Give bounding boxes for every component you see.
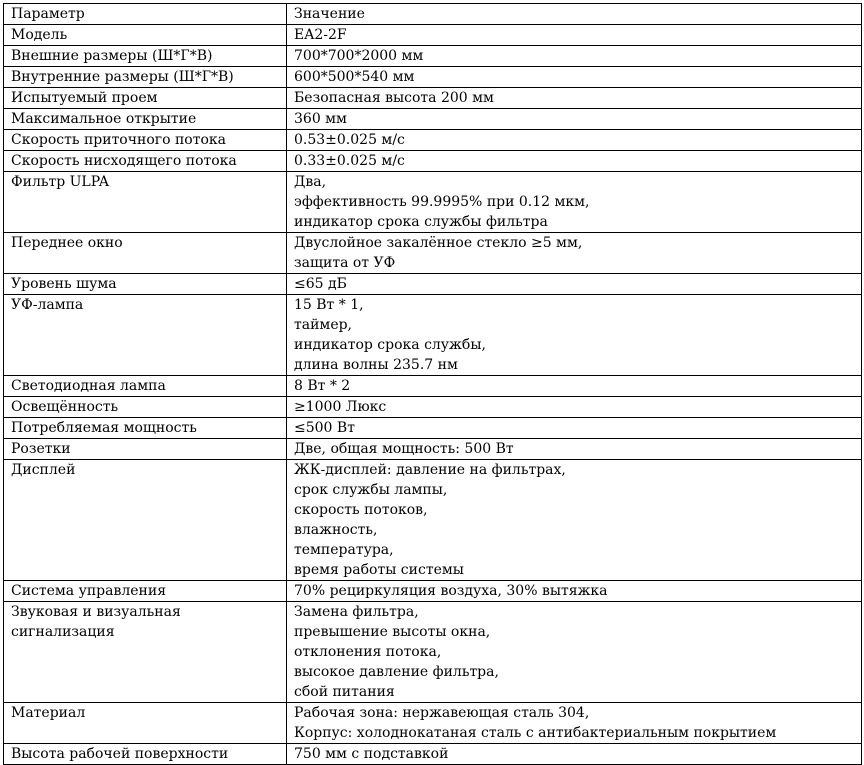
table-row bbox=[4, 130, 862, 151]
param-cell: Скорость нисходящего потока bbox=[4, 151, 287, 172]
param-cell: Дисплей bbox=[4, 460, 287, 581]
table-row bbox=[4, 46, 862, 67]
value-cell: ≤65 дБ bbox=[287, 274, 862, 295]
table-row bbox=[4, 25, 862, 46]
table-row bbox=[4, 67, 862, 88]
param-cell: Переднее окно bbox=[4, 233, 287, 274]
param-cell: Внешние размеры (Ш*Г*В) bbox=[4, 46, 287, 67]
param-cell: Высота рабочей поверхности bbox=[4, 744, 287, 765]
table-row bbox=[4, 581, 862, 602]
param-cell: Фильтр ULPA bbox=[4, 172, 287, 233]
value-cell: ЖК-дисплей: давление на фильтрах, срок службы лампы, скорость потоков, влажность, температура, время работы системы bbox=[287, 460, 862, 581]
param-cell: Звуковая и визуальная сигнализация bbox=[4, 602, 287, 703]
table-row bbox=[4, 744, 862, 765]
param-cell: Испытуемый проем bbox=[4, 88, 287, 109]
param-cell: Материал bbox=[4, 703, 287, 744]
value-cell: ≤500 Вт bbox=[287, 418, 862, 439]
table-row bbox=[4, 376, 862, 397]
table-row bbox=[4, 418, 862, 439]
table-row bbox=[4, 295, 862, 376]
value-cell: Замена фильтра, превышение высоты окна, отклонения потока, высокое давление фильтра, сбой питания bbox=[287, 602, 862, 703]
param-cell: Освещённость bbox=[4, 397, 287, 418]
param-cell: Светодиодная лампа bbox=[4, 376, 287, 397]
table-row bbox=[4, 460, 862, 581]
value-cell: 750 мм с подставкой bbox=[287, 744, 862, 765]
table-row bbox=[4, 274, 862, 295]
spec-table bbox=[3, 3, 862, 765]
table-header-row bbox=[4, 4, 862, 25]
param-cell: УФ-лампа bbox=[4, 295, 287, 376]
value-cell: Двуслойное закалённое стекло ≥5 мм, защита от УФ bbox=[287, 233, 862, 274]
table-row bbox=[4, 233, 862, 274]
value-cell: 15 Вт * 1, таймер, индикатор срока службы, длина волны 235.7 нм bbox=[287, 295, 862, 376]
header-cell-value: Значение bbox=[287, 4, 862, 25]
param-cell: Система управления bbox=[4, 581, 287, 602]
param-cell: Внутренние размеры (Ш*Г*В) bbox=[4, 67, 287, 88]
header-cell-param: Параметр bbox=[4, 4, 287, 25]
value-cell: 8 Вт * 2 bbox=[287, 376, 862, 397]
table-row bbox=[4, 172, 862, 233]
value-cell: 0.53±0.025 м/с bbox=[287, 130, 862, 151]
value-cell: 70% рециркуляция воздуха, 30% вытяжка bbox=[287, 581, 862, 602]
value-cell: Безопасная высота 200 мм bbox=[287, 88, 862, 109]
table-row bbox=[4, 151, 862, 172]
param-cell: Скорость приточного потока bbox=[4, 130, 287, 151]
value-cell: 700*700*2000 мм bbox=[287, 46, 862, 67]
param-cell: Потребляемая мощность bbox=[4, 418, 287, 439]
value-cell: Рабочая зона: нержавеющая сталь 304, Корпус: холоднокатаная сталь с антибактериальным покрытием bbox=[287, 703, 862, 744]
table-row bbox=[4, 397, 862, 418]
value-cell: EA2-2F bbox=[287, 25, 862, 46]
value-cell: Два, эффективность 99.9995% при 0.12 мкм, индикатор срока службы фильтра bbox=[287, 172, 862, 233]
spec-table-body bbox=[4, 4, 862, 765]
param-cell: Розетки bbox=[4, 439, 287, 460]
value-cell: Две, общая мощность: 500 Вт bbox=[287, 439, 862, 460]
table-row bbox=[4, 602, 862, 703]
param-cell: Максимальное открытие bbox=[4, 109, 287, 130]
value-cell: ≥1000 Люкс bbox=[287, 397, 862, 418]
table-row bbox=[4, 109, 862, 130]
value-cell: 600*500*540 мм bbox=[287, 67, 862, 88]
table-row bbox=[4, 703, 862, 744]
param-cell: Модель bbox=[4, 25, 287, 46]
table-row bbox=[4, 439, 862, 460]
value-cell: 360 мм bbox=[287, 109, 862, 130]
value-cell: 0.33±0.025 м/с bbox=[287, 151, 862, 172]
table-row bbox=[4, 88, 862, 109]
param-cell: Уровень шума bbox=[4, 274, 287, 295]
